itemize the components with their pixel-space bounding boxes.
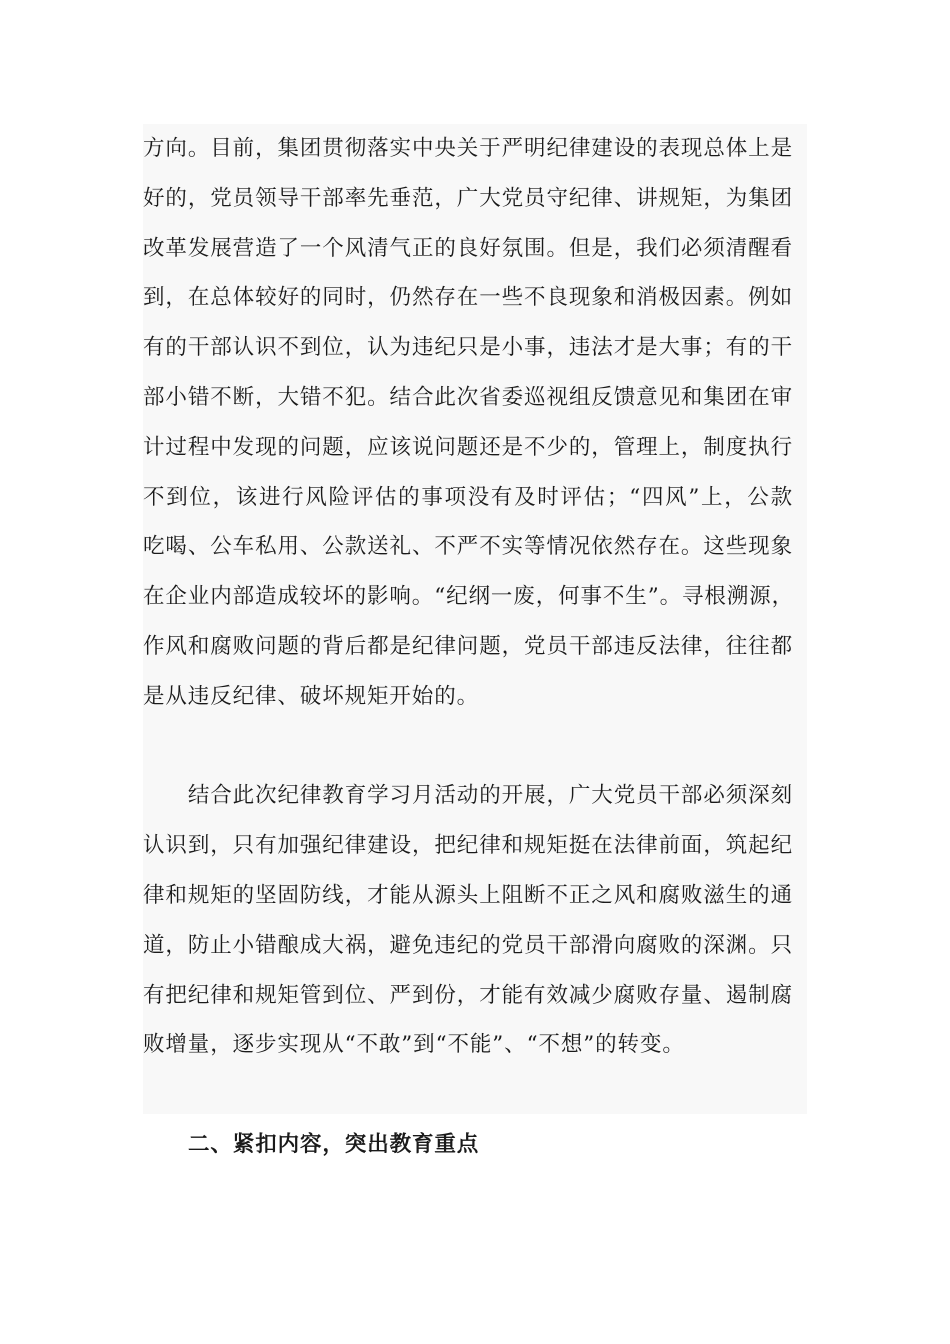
paragraph-line: 有把纪律和规矩管到位、严到份，才能有效减少腐败存量、遏制腐 xyxy=(143,982,793,1008)
paragraph-line: 律和规矩的坚固防线，才能从源头上阻断不正之风和腐败滋生的通 xyxy=(143,882,793,908)
paragraph-line: 败增量，逐步实现从“不敢”到“不能”、“不想”的转变。 xyxy=(143,1032,685,1058)
paragraph-line: 有的干部认识不到位，认为违纪只是小事，违法才是大事；有的干 xyxy=(143,335,793,361)
paragraph-line: 作风和腐败问题的背后都是纪律问题，党员干部违反法律，往往都 xyxy=(143,633,793,659)
paragraph-line: 改革发展营造了一个风清气正的良好氛围。但是，我们必须清醒看 xyxy=(143,235,793,261)
paragraph-line: 不到位，该进行风险评估的事项没有及时评估；“四风”上，公款 xyxy=(143,484,793,510)
paragraph-gap xyxy=(143,1070,793,1120)
paragraph-gap xyxy=(143,722,793,772)
paragraph-line: 吃喝、公车私用、公款送礼、不严不实等情况依然存在。这些现象 xyxy=(143,534,793,560)
paragraph-line: 部小错不断，大错不犯。结合此次省委巡视组反馈意见和集团在审 xyxy=(143,384,793,410)
paragraph-2 xyxy=(143,771,793,1070)
paragraph-1 xyxy=(143,124,793,722)
paragraph-line: 好的，党员领导干部率先垂范，广大党员守纪律、讲规矩，为集团 xyxy=(143,185,793,211)
paragraph-line: 到，在总体较好的同时，仍然存在一些不良现象和消极因素。例如 xyxy=(143,285,793,311)
section-heading: 二、紧扣内容，突出教育重点 xyxy=(188,1131,480,1157)
paragraph-line: 方向。目前，集团贯彻落实中央关于严明纪律建设的表现总体上是 xyxy=(143,136,793,161)
document-body xyxy=(143,124,793,1170)
paragraph-line: 在企业内部造成较坏的影响。“纪纲一废，何事不生”。寻根溯源， xyxy=(143,584,794,610)
paragraph-line: 结合此次纪律教育学习月活动的开展，广大党员干部必须深刻 xyxy=(143,783,793,809)
paragraph-line: 计过程中发现的问题，应该说问题还是不少的，管理上，制度执行 xyxy=(143,434,793,460)
paragraph-line: 道，防止小错酿成大祸，避免违纪的党员干部滑向腐败的深渊。只 xyxy=(143,932,793,958)
paragraph-line: 是从违反纪律、破坏规矩开始的。 xyxy=(143,683,480,709)
paragraph-line: 认识到，只有加强纪律建设，把纪律和规矩挺在法律前面，筑起纪 xyxy=(143,833,793,859)
